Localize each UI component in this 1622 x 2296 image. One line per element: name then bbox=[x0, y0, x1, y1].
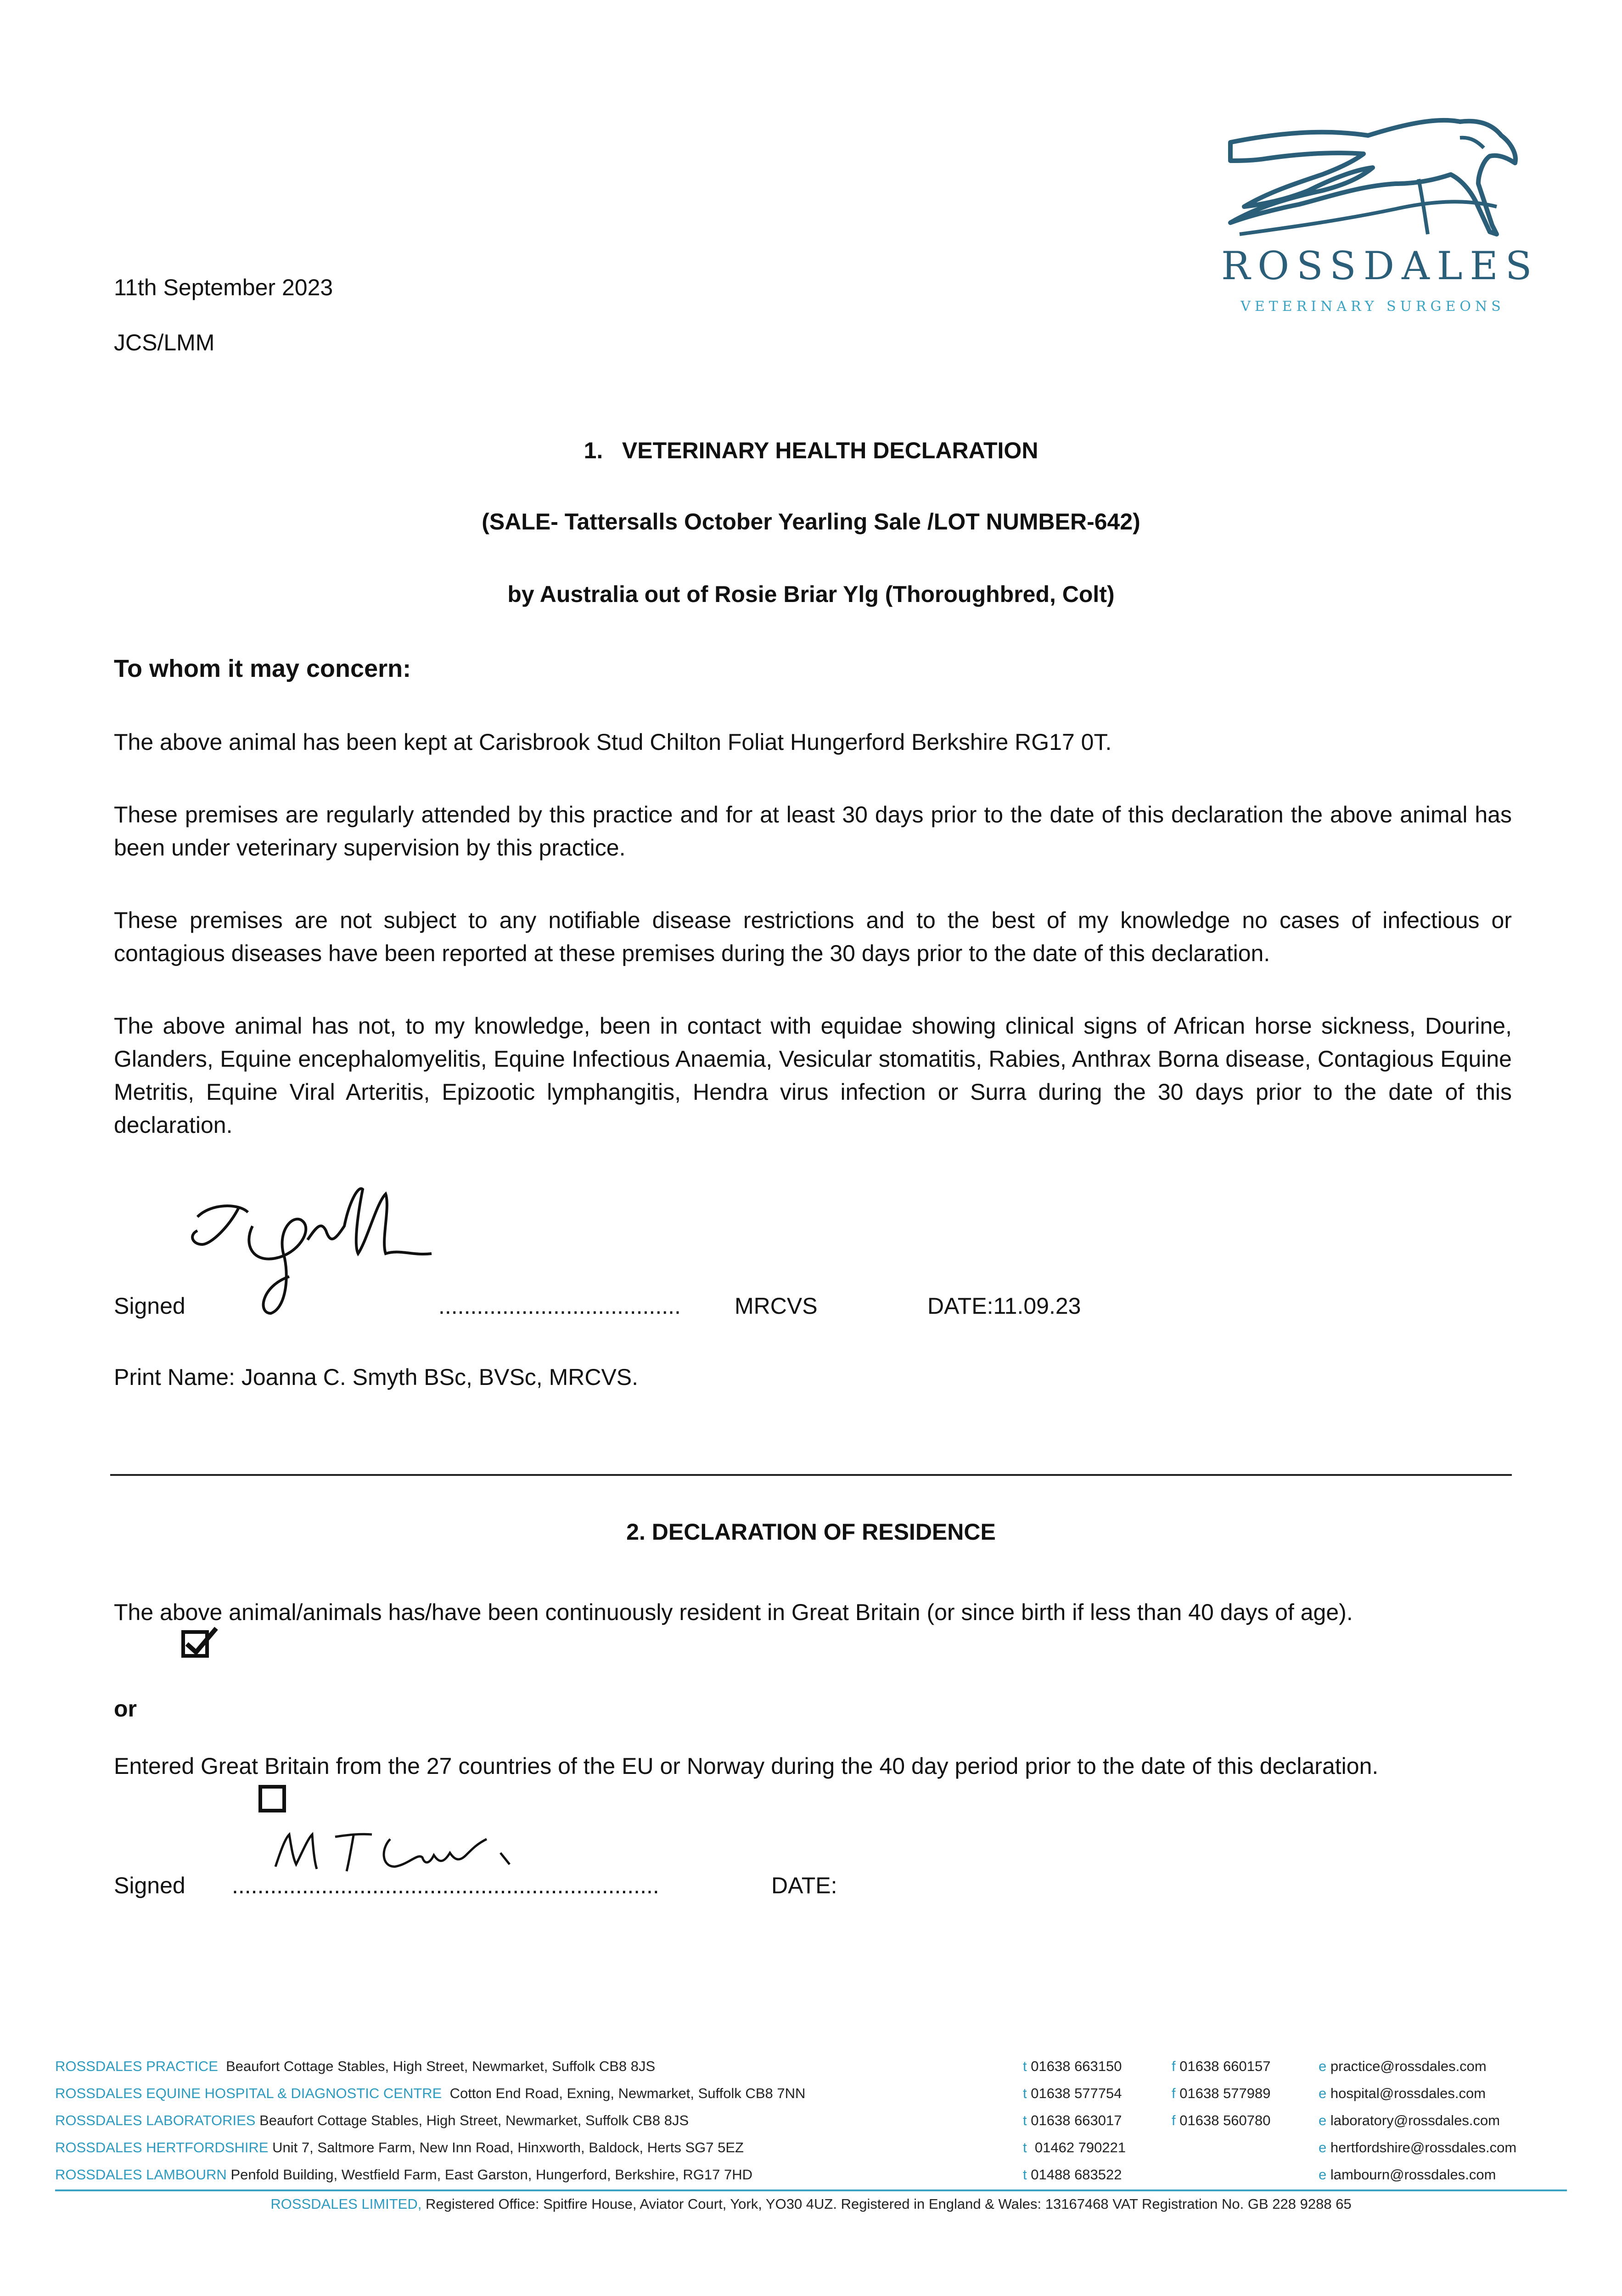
paragraph-supervision: These premises are regularly attended by this practice and for at least 30 days prior to the date of this declaration the above animal has been under veterinary supervision by this practice. bbox=[114, 802, 1512, 861]
residence-option-1 bbox=[114, 1587, 1431, 1638]
footer-office-row bbox=[55, 2111, 689, 2130]
footer-registration bbox=[0, 2195, 1622, 2213]
tel-prefix: t bbox=[1023, 2085, 1027, 2101]
footer-office-address: Beaufort Cottage Stables, High Street, Newmarket, Suffolk CB8 8JS bbox=[259, 2112, 689, 2128]
section-divider bbox=[110, 1474, 1512, 1476]
tel-prefix: t bbox=[1023, 2058, 1027, 2074]
footer-tel bbox=[1023, 2057, 1122, 2076]
email-prefix: e bbox=[1319, 2112, 1327, 2128]
footer-divider bbox=[55, 2189, 1567, 2191]
email-address: hertfordshire@rossdales.com bbox=[1330, 2139, 1517, 2155]
footer-fax bbox=[1172, 2111, 1271, 2130]
footer-office-address: Penfold Building, Westfield Farm, East Garston, Hungerford, Berkshire, RG17 7HD bbox=[230, 2167, 753, 2183]
residence-date: DATE: bbox=[771, 1873, 837, 1898]
email-address: lambourn@rossdales.com bbox=[1330, 2167, 1496, 2183]
tel-number: 01638 663017 bbox=[1031, 2112, 1122, 2128]
fax-number: 01638 577989 bbox=[1179, 2085, 1271, 2101]
footer-fax bbox=[1172, 2084, 1271, 2103]
tel-number: 01638 577754 bbox=[1031, 2085, 1122, 2101]
fax-prefix: f bbox=[1172, 2058, 1176, 2074]
tel-number: 01488 683522 bbox=[1031, 2167, 1122, 2183]
tel-number: 01462 790221 bbox=[1034, 2139, 1126, 2155]
logo-subtitle: VETERINARY SURGEONS bbox=[1240, 298, 1505, 315]
fax-number: 01638 560780 bbox=[1179, 2112, 1271, 2128]
checkmark-icon bbox=[183, 1626, 220, 1658]
residence-option-1-text: The above animal/animals has/have been continuously resident in Great Britain (or since birth if less than 40 days of age). bbox=[114, 1599, 1353, 1625]
mrcvs-label: MRCVS bbox=[735, 1293, 818, 1319]
company-name: ROSSDALES LIMITED, bbox=[270, 2196, 422, 2212]
section1-animal: by Australia out of Rosie Briar Ylg (Thoroughbred, Colt) bbox=[507, 581, 1115, 607]
paragraph-restrictions: These premises are not subject to any notifiable disease restrictions and to the best of my knowledge no cases of infectious or contagious diseases have been reported at these premises during the 30 days prior to the date of this declaration. bbox=[114, 907, 1512, 966]
footer-email[interactable] bbox=[1319, 2166, 1496, 2184]
footer-office-row bbox=[55, 2166, 752, 2184]
email-address: practice@rossdales.com bbox=[1330, 2058, 1487, 2074]
registration-details: Registered Office: Spitfire House, Aviator Court, York, YO30 4UZ. Registered in England & Wales: 13167468 VAT Registration No. GB 228 9288 65 bbox=[425, 2196, 1352, 2212]
footer-fax bbox=[1172, 2057, 1271, 2076]
footer-office-name: ROSSDALES EQUINE HOSPITAL & DIAGNOSTIC CENTRE bbox=[55, 2085, 442, 2101]
email-prefix: e bbox=[1319, 2167, 1327, 2183]
footer-office-name: ROSSDALES HERTFORDSHIRE bbox=[55, 2139, 269, 2155]
paragraph-premises: The above animal has been kept at Carisbrook Stud Chilton Foliat Hungerford Berkshire RG17 0T. bbox=[114, 729, 1112, 755]
footer-tel bbox=[1023, 2111, 1122, 2130]
signed-label-2: Signed bbox=[114, 1873, 185, 1898]
residence-option-2-text: Entered Great Britain from the 27 countries of the EU or Norway during the 40 day period prior to the date of this declaration. bbox=[114, 1753, 1379, 1779]
footer-office-address: Beaufort Cottage Stables, High Street, Newmarket, Suffolk CB8 8JS bbox=[226, 2058, 656, 2074]
footer-office-row bbox=[55, 2138, 744, 2157]
or-label: or bbox=[114, 1696, 137, 1722]
salutation: To whom it may concern: bbox=[114, 655, 411, 682]
declaration-date: DATE:11.09.23 bbox=[927, 1293, 1081, 1319]
signature-line-1: ...................................... bbox=[438, 1293, 681, 1319]
footer-office-row bbox=[55, 2057, 655, 2076]
tel-prefix: t bbox=[1023, 2112, 1027, 2128]
footer-office-name: ROSSDALES PRACTICE bbox=[55, 2058, 218, 2074]
footer-tel bbox=[1023, 2166, 1122, 2184]
email-prefix: e bbox=[1319, 2139, 1327, 2155]
footer-email[interactable] bbox=[1319, 2084, 1486, 2103]
fax-prefix: f bbox=[1172, 2112, 1176, 2128]
residence-option-2 bbox=[114, 1740, 1431, 1792]
footer-email[interactable] bbox=[1319, 2057, 1487, 2076]
signature-line-2: ................................................................... bbox=[232, 1873, 659, 1898]
footer-tel bbox=[1023, 2138, 1126, 2157]
signature-image bbox=[184, 1176, 441, 1322]
footer-email[interactable] bbox=[1319, 2138, 1516, 2157]
horse-logo-icon bbox=[1221, 110, 1524, 248]
email-prefix: e bbox=[1319, 2085, 1327, 2101]
tel-prefix: t bbox=[1023, 2139, 1027, 2155]
residence-checkbox-2[interactable] bbox=[258, 1785, 286, 1812]
logo-name: ROSSDALES bbox=[1221, 243, 1539, 288]
residence-checkbox-1[interactable] bbox=[181, 1630, 209, 1658]
footer-office-name: ROSSDALES LAMBOURN bbox=[55, 2167, 227, 2183]
signature-image-2 bbox=[271, 1825, 528, 1876]
fax-number: 01638 660157 bbox=[1179, 2058, 1271, 2074]
section1-title: 1. VETERINARY HEALTH DECLARATION bbox=[584, 438, 1038, 463]
section2-title: 2. DECLARATION OF RESIDENCE bbox=[626, 1519, 996, 1545]
footer-office-address: Unit 7, Saltmore Farm, New Inn Road, Hinxworth, Baldock, Herts SG7 5EZ bbox=[272, 2139, 744, 2155]
paragraph-contact: The above animal has not, to my knowledge, been in contact with equidae showing clinical signs of African horse sickness, Dourine, Glanders, Equine encephalomyelitis, Equine Infectious Anaemia, Vesicular stomatitis, Rabies, Anthrax Borna disease, Contagious Equine Metritis, Equine Viral Arteritis, Epizootic lymphangitis, Hendra virus infection or Surra during the 30 days prior to the date of this declaration. bbox=[114, 1013, 1512, 1138]
email-address: hospital@rossdales.com bbox=[1330, 2085, 1486, 2101]
fax-prefix: f bbox=[1172, 2085, 1176, 2101]
email-prefix: e bbox=[1319, 2058, 1327, 2074]
print-name: Print Name: Joanna C. Smyth BSc, BVSc, MRCVS. bbox=[114, 1364, 639, 1390]
footer-office-address: Cotton End Road, Exning, Newmarket, Suffolk CB8 7NN bbox=[449, 2085, 806, 2101]
tel-number: 01638 663150 bbox=[1031, 2058, 1122, 2074]
letter-reference: JCS/LMM bbox=[114, 330, 215, 355]
email-address: laboratory@rossdales.com bbox=[1330, 2112, 1500, 2128]
footer-office-row bbox=[55, 2084, 805, 2103]
tel-prefix: t bbox=[1023, 2167, 1027, 2183]
letter-date: 11th September 2023 bbox=[114, 275, 333, 300]
footer-tel bbox=[1023, 2084, 1122, 2103]
footer-email[interactable] bbox=[1319, 2111, 1500, 2130]
signed-label-1: Signed bbox=[114, 1293, 185, 1319]
footer-office-name: ROSSDALES LABORATORIES bbox=[55, 2112, 256, 2128]
section1-sale: (SALE- Tattersalls October Yearling Sale /LOT NUMBER-642) bbox=[482, 509, 1140, 535]
company-logo bbox=[1221, 110, 1539, 331]
